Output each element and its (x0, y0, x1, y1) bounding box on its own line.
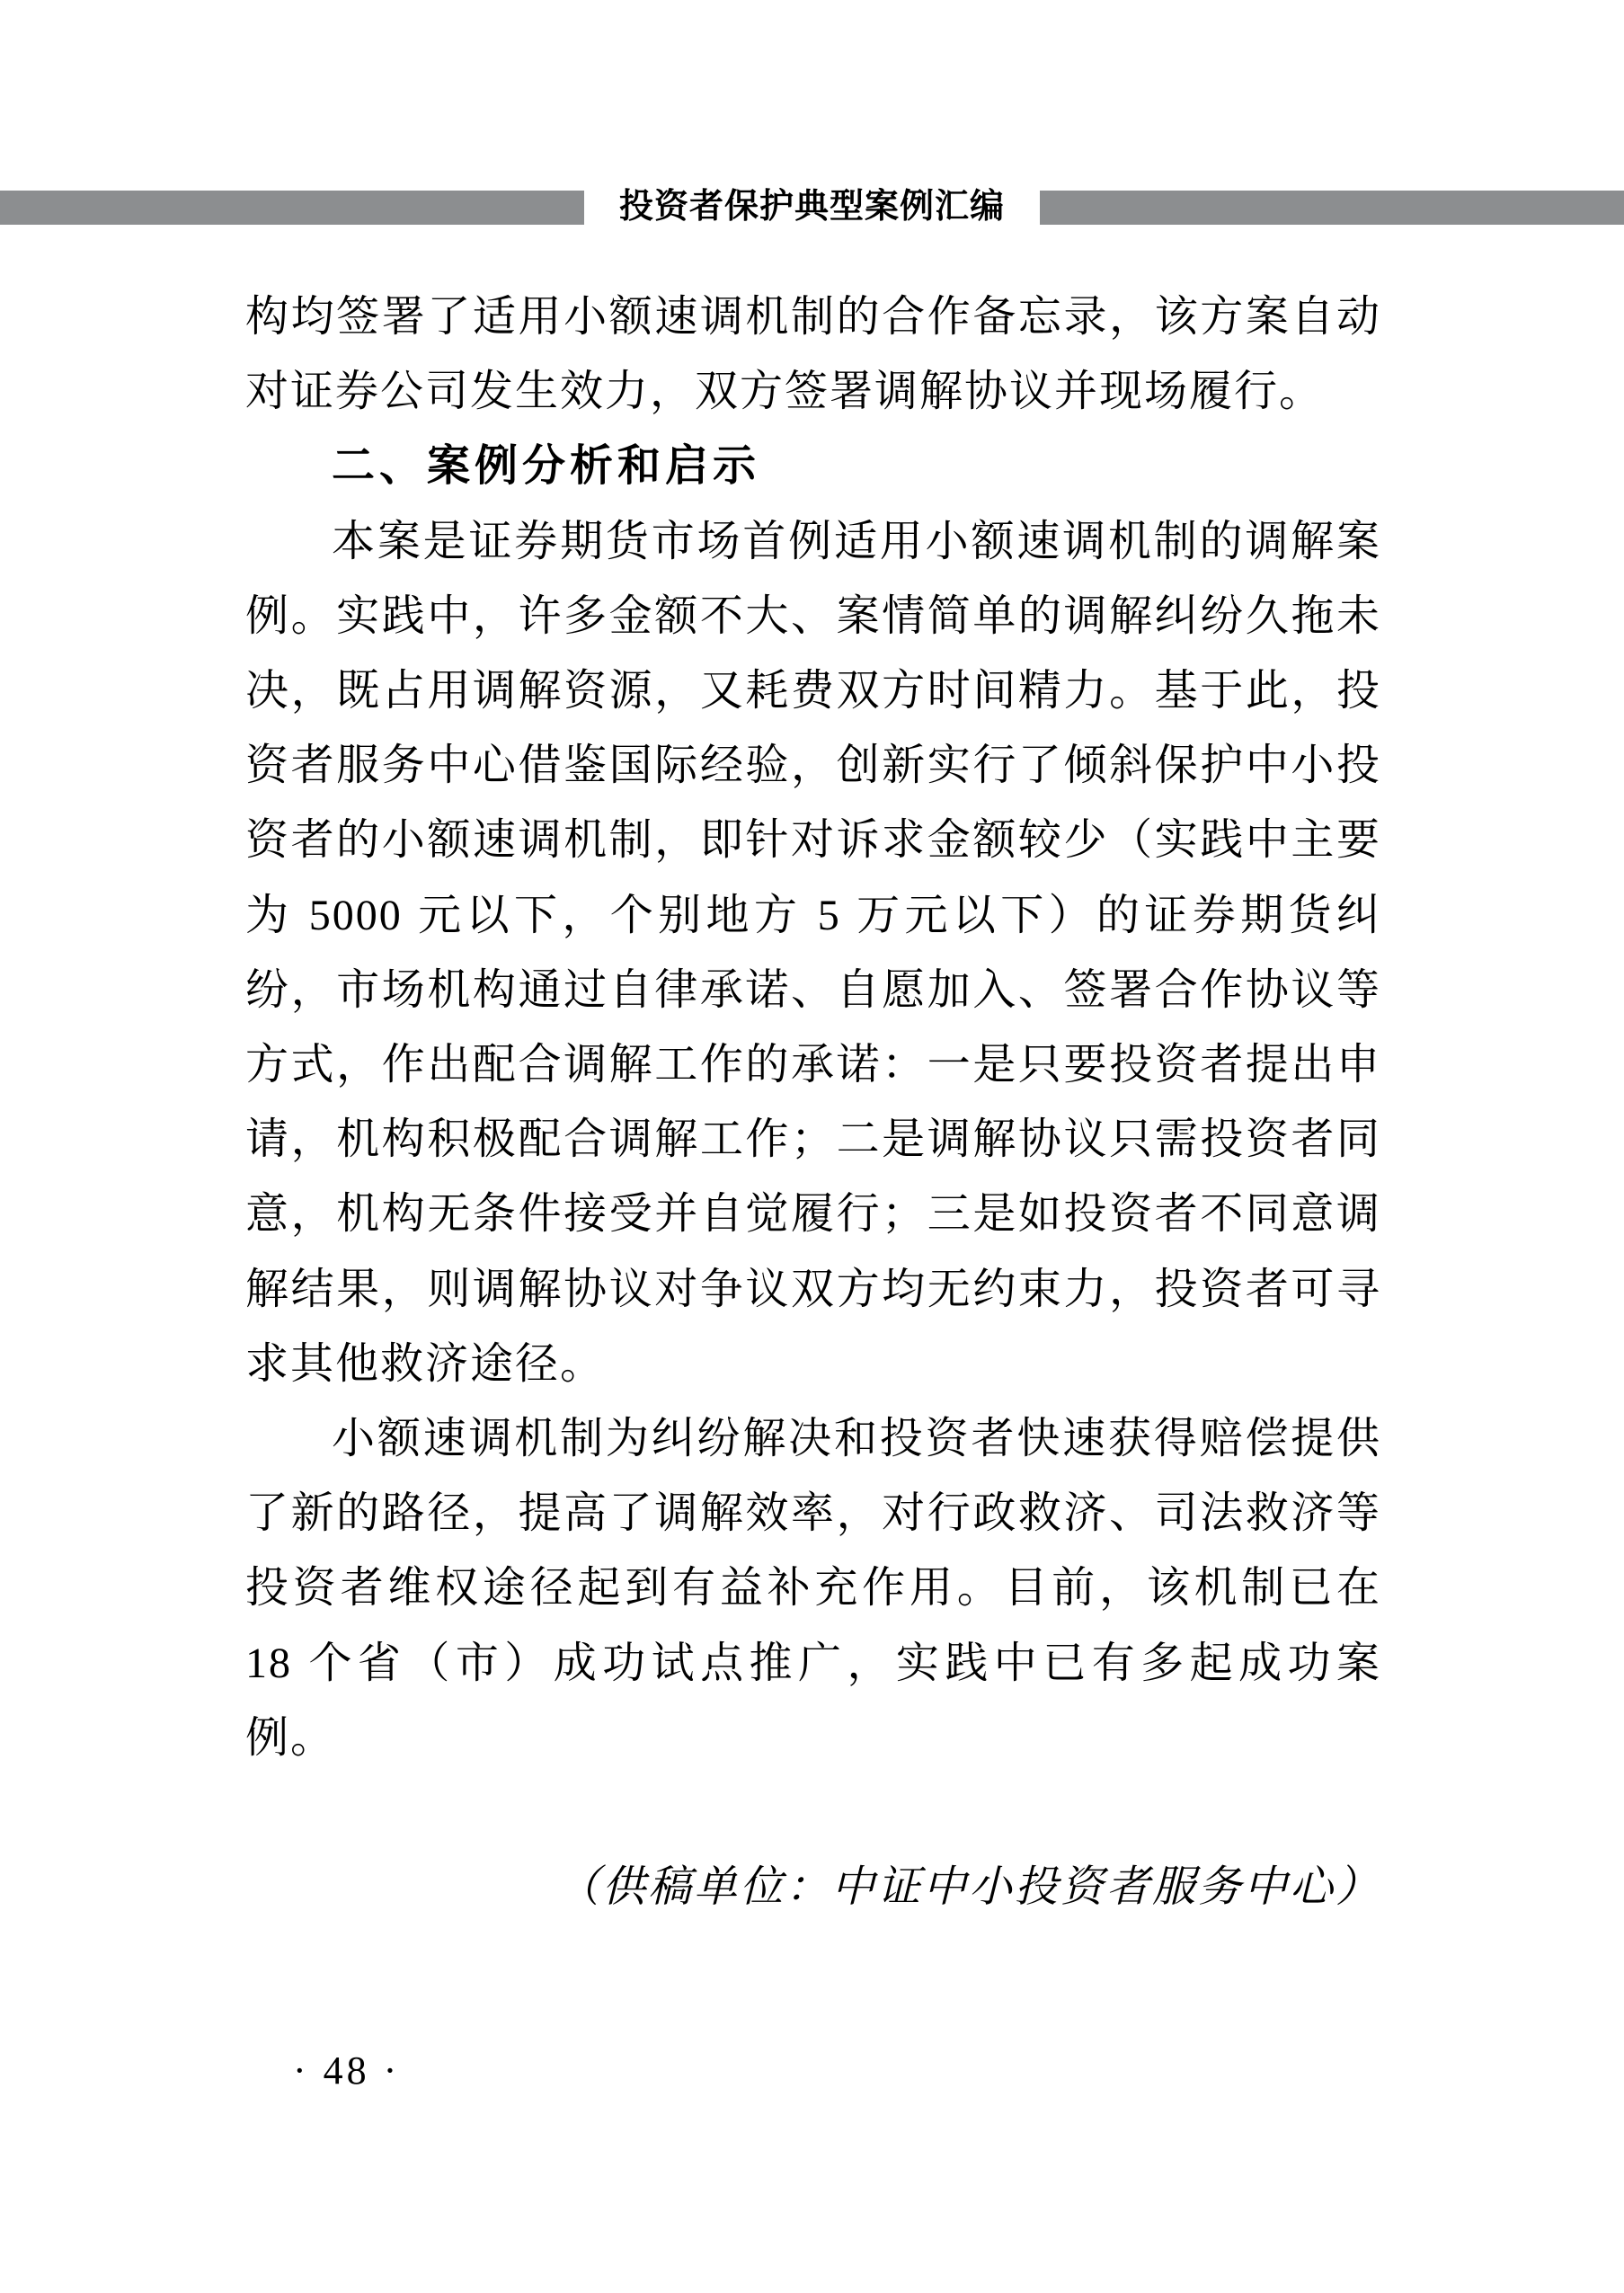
page-number: · 48 · (293, 2049, 401, 2093)
page-body (245, 280, 1381, 1924)
paragraph-continuation: 构均签署了适用小额速调机制的合作备忘录，该方案自动对证券公司发生效力，双方签署调解协议并现场履行。 (245, 293, 1381, 416)
header-rule-right (1040, 191, 1624, 225)
paragraph-mechanism-summary: 小额速调机制为纠纷解决和投资者快速获得赔偿提供了新的路径，提高了调解效率，对行政救济、司法救济等投资者维权途径起到有益补充作用。目前，该机制已在 18 个省（市）成功试点推广，实践中已有多起成功案例。 (245, 1415, 1381, 1762)
paragraph-case-analysis: 本案是证券期货市场首例适用小额速调机制的调解案例。实践中，许多金额不大、案情简单的调解纠纷久拖未决，既占用调解资源，又耗费双方时间精力。基于此，投资者服务中心借鉴国际经验，创新实行了倾斜保护中小投资者的小额速调机制，即针对诉求金额较少（实践中主要为 5000 元以下，个别地方 5 万元以下）的证券期货纠纷，市场机构通过自律承诺、自愿加入、签署合作协议等方式，作出配合调解工作的承诺：一是只要投资者提出申请，机构积极配合调解工作；二是调解协议只需投资者同意，机构无条件接受并自觉履行；三是如投资者不同意调解结果，则调解协议对争议双方均无约束力，投资者可寻求其他救济途径。 (245, 517, 1381, 1388)
attribution-line: （供稿单位：中证中小投资者服务中心） (555, 1863, 1381, 1912)
running-head-title: 投资者保护典型案例汇编 (618, 188, 1005, 226)
section-heading: 二、案例分析和启示 (332, 442, 761, 491)
